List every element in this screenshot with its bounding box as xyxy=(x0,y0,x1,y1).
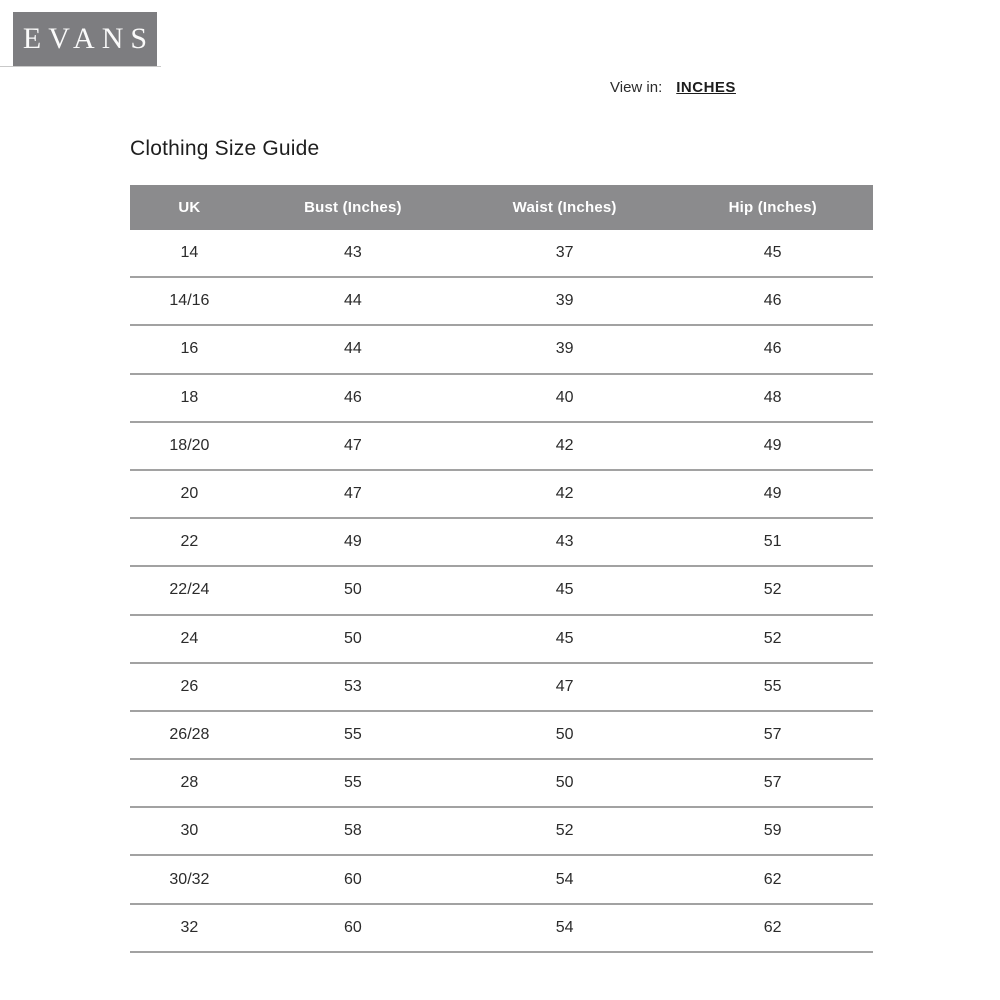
cell-uk: 32 xyxy=(130,904,249,952)
logo-divider xyxy=(0,66,161,67)
cell-hip: 49 xyxy=(672,422,873,470)
table-row xyxy=(130,325,873,373)
column-header-waist: Waist (Inches) xyxy=(457,185,672,230)
table-row xyxy=(130,904,873,952)
cell-uk: 30 xyxy=(130,807,249,855)
cell-hip: 59 xyxy=(672,807,873,855)
evans-logo-text: EVANS xyxy=(22,22,155,55)
table-row xyxy=(130,230,873,277)
cell-hip: 62 xyxy=(672,904,873,952)
cell-uk: 20 xyxy=(130,470,249,518)
cell-bust: 60 xyxy=(249,855,457,903)
cell-bust: 44 xyxy=(249,277,457,325)
cell-hip: 45 xyxy=(672,230,873,277)
cell-waist: 40 xyxy=(457,374,672,422)
cell-bust: 50 xyxy=(249,615,457,663)
cell-uk: 18/20 xyxy=(130,422,249,470)
cell-bust: 43 xyxy=(249,230,457,277)
cell-uk: 24 xyxy=(130,615,249,663)
cell-bust: 47 xyxy=(249,470,457,518)
cell-waist: 45 xyxy=(457,566,672,614)
cell-hip: 46 xyxy=(672,277,873,325)
cell-hip: 49 xyxy=(672,470,873,518)
column-header-bust: Bust (Inches) xyxy=(249,185,457,230)
cell-waist: 43 xyxy=(457,518,672,566)
size-guide-table xyxy=(130,185,873,953)
cell-waist: 54 xyxy=(457,855,672,903)
cell-waist: 54 xyxy=(457,904,672,952)
page-title: Clothing Size Guide xyxy=(130,137,320,160)
cell-bust: 55 xyxy=(249,711,457,759)
cell-waist: 50 xyxy=(457,759,672,807)
cell-bust: 55 xyxy=(249,759,457,807)
column-header-hip: Hip (Inches) xyxy=(672,185,873,230)
table-row xyxy=(130,663,873,711)
cell-bust: 44 xyxy=(249,325,457,373)
cell-hip: 48 xyxy=(672,374,873,422)
cell-waist: 42 xyxy=(457,422,672,470)
cell-waist: 42 xyxy=(457,470,672,518)
table-row xyxy=(130,615,873,663)
cell-waist: 52 xyxy=(457,807,672,855)
cell-hip: 55 xyxy=(672,663,873,711)
cell-uk: 22/24 xyxy=(130,566,249,614)
cell-bust: 53 xyxy=(249,663,457,711)
table-row xyxy=(130,422,873,470)
cell-uk: 26 xyxy=(130,663,249,711)
cell-waist: 47 xyxy=(457,663,672,711)
cell-waist: 37 xyxy=(457,230,672,277)
cell-bust: 49 xyxy=(249,518,457,566)
cell-bust: 60 xyxy=(249,904,457,952)
cell-bust: 58 xyxy=(249,807,457,855)
table-row xyxy=(130,759,873,807)
cell-hip: 57 xyxy=(672,711,873,759)
view-in-label: View in: xyxy=(610,79,663,96)
cell-hip: 46 xyxy=(672,325,873,373)
table-row xyxy=(130,807,873,855)
cell-bust: 46 xyxy=(249,374,457,422)
cell-hip: 57 xyxy=(672,759,873,807)
table-row xyxy=(130,711,873,759)
table-row xyxy=(130,566,873,614)
cell-uk: 18 xyxy=(130,374,249,422)
table-row xyxy=(130,374,873,422)
cell-uk: 14/16 xyxy=(130,277,249,325)
cell-bust: 50 xyxy=(249,566,457,614)
cell-uk: 30/32 xyxy=(130,855,249,903)
cell-uk: 28 xyxy=(130,759,249,807)
column-header-uk: UK xyxy=(130,185,249,230)
table-row xyxy=(130,855,873,903)
cell-uk: 26/28 xyxy=(130,711,249,759)
table-header-row xyxy=(130,185,873,230)
cell-waist: 39 xyxy=(457,277,672,325)
cell-uk: 14 xyxy=(130,230,249,277)
cell-waist: 39 xyxy=(457,325,672,373)
table-row xyxy=(130,470,873,518)
cell-hip: 52 xyxy=(672,615,873,663)
evans-logo xyxy=(13,12,157,66)
cell-bust: 47 xyxy=(249,422,457,470)
inches-unit-link[interactable]: INCHES xyxy=(676,79,736,96)
cell-waist: 50 xyxy=(457,711,672,759)
cell-hip: 51 xyxy=(672,518,873,566)
table-row xyxy=(130,277,873,325)
unit-toggle xyxy=(610,79,736,96)
cell-uk: 22 xyxy=(130,518,249,566)
cell-hip: 62 xyxy=(672,855,873,903)
cell-uk: 16 xyxy=(130,325,249,373)
cell-hip: 52 xyxy=(672,566,873,614)
table-row xyxy=(130,518,873,566)
cell-waist: 45 xyxy=(457,615,672,663)
